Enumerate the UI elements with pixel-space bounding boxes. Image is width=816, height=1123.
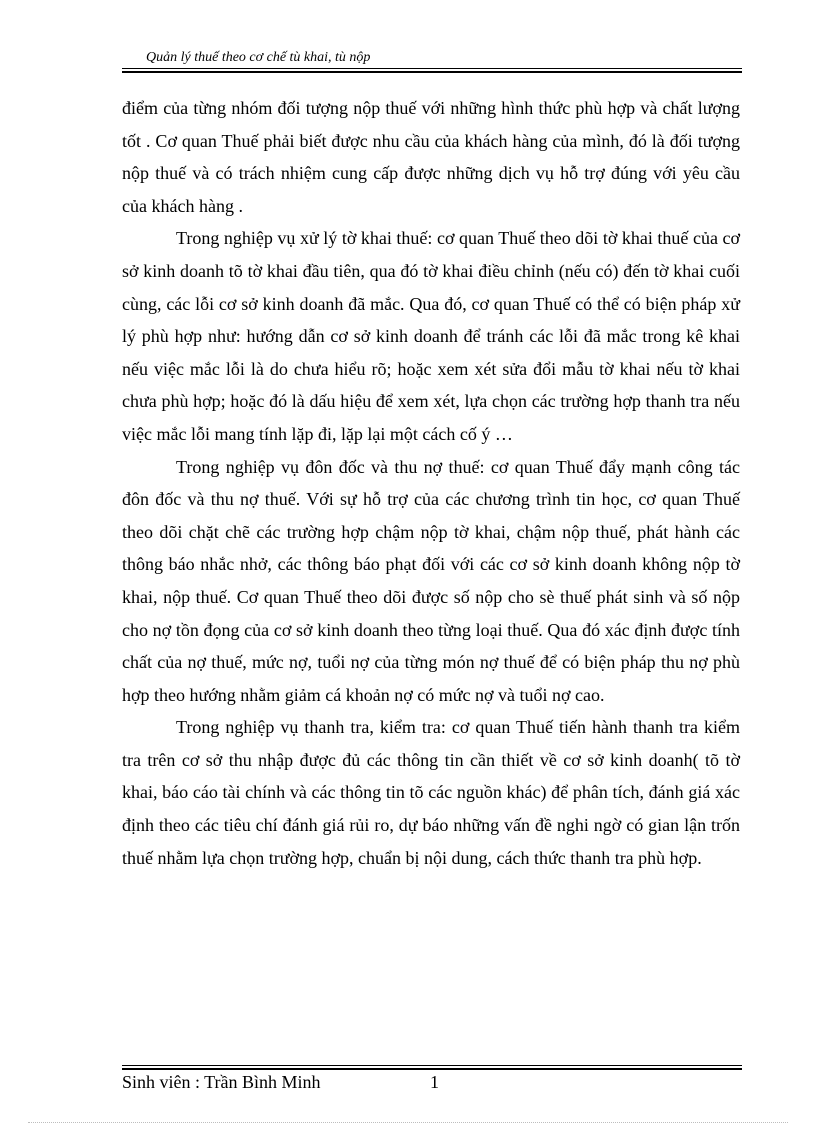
footer-student-name: Sinh viên : Trần Bình Minh: [122, 1072, 321, 1092]
paragraph-debt-collection: Trong nghiệp vụ đôn đốc và thu nợ thuế: cơ quan Thuế đẩy mạnh công tác đôn đốc và thu nợ thuế. Với sự hỗ trợ của các chương trình tin học, cơ quan Thuế theo dõi chặt chẽ các trường hợp chậm nộp tờ khai, chậm nộp thuế, phát hành các thông báo nhắc nhở, các thông báo phạt đối với các cơ sở kinh doanh không nộp tờ khai, nộp thuế. Cơ quan Thuế theo dõi được số nộp cho sè thuế phát sinh và số nộp cho nợ tồn đọng của cơ sở kinh doanh theo từng loại thuế. Qua đó xác định được tính chất của nợ thuế, mức nợ, tuổi nợ của từng món nợ thuế để có biện pháp thu nợ phù hợp theo hướng nhằm giảm cá khoản nợ có mức nợ và tuổi nợ cao.: [122, 456, 740, 705]
footer-rule-top: [122, 1065, 742, 1066]
header-rule-top: [122, 68, 742, 69]
paragraph-tax-return-processing: Trong nghiệp vụ xử lý tờ khai thuế: cơ quan Thuế theo dõi tờ khai thuế của cơ sở kinh doanh tõ tờ khai đầu tiên, qua đó tờ khai điều chỉnh (nếu có) đến tờ khai cuối cùng, các lỗi cơ sở kinh doanh đã mắc. Qua đó, cơ quan Thuế có thể có biện pháp xử lý phù hợp như: hướng dẫn cơ sở kinh doanh để tránh các lỗi đã mắc trong kê khai nếu việc mắc lỗi là do chưa hiểu rõ; hoặc xem xét sửa đổi mẫu tờ khai nếu tờ khai chưa phù hợp; hoặc đó là dấu hiệu để xem xét, lựa chọn các trường hợp thanh tra nếu việc mắc lỗi mang tính lặp đi, lặp lại một cách cố ý …: [122, 228, 740, 444]
footer-page-number: 1: [430, 1072, 439, 1092]
paragraph-continued: điểm của từng nhóm đối tượng nộp thuế với những hình thức phù hợp và chất lượng tốt . Cơ quan Thuế phải biết được nhu cầu của khách hàng của mình, đó là đối tượng nộp thuế và có trách nhiệm cung cấp được những dịch vụ hỗ trợ đúng với yêu cầu của khách hàng .: [122, 98, 740, 216]
header-rule-bottom: [122, 71, 742, 73]
page-footer: [122, 1065, 742, 1094]
document-body: [122, 92, 740, 874]
page-header: [122, 50, 742, 73]
paragraph-inspection: Trong nghiệp vụ thanh tra, kiểm tra: cơ quan Thuế tiến hành thanh tra kiểm tra trên cơ sở thu nhập được đủ các thông tin cần thiết về cơ sở kinh doanh( tõ tờ khai, báo cáo tài chính và các thông tin tõ các nguồn khác) để phân tích, đánh giá xác định theo các tiêu chí đánh giá rủi ro, dự báo những vấn đề nghi ngờ có gian lận trốn thuế nhằm lựa chọn trường hợp, chuẩn bị nội dung, cách thức thanh tra phù hợp.: [122, 717, 740, 868]
header-title: Quản lý thuế theo cơ chế tù khai, tù nộp: [146, 50, 371, 65]
